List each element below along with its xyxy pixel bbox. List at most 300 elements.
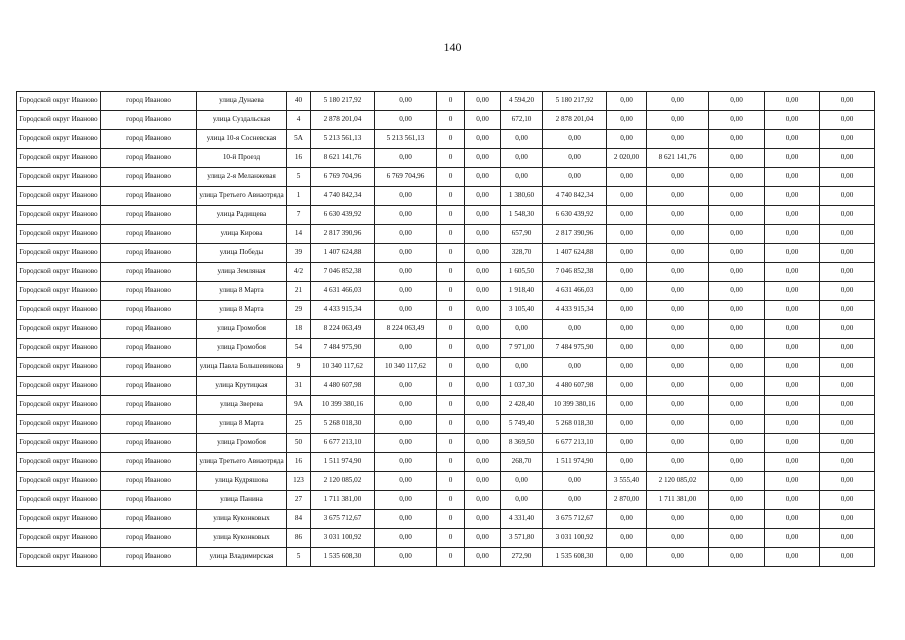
cost-col-13-cell: 0,00 <box>709 339 765 358</box>
settlement-cell: город Иваново <box>101 187 197 206</box>
table-row <box>17 529 875 548</box>
area-cell: 0,00 <box>501 168 543 187</box>
settlement-cell: город Иваново <box>101 282 197 301</box>
street-cell: улица Панина <box>197 491 287 510</box>
cost-col-8-cell: 0,00 <box>465 187 501 206</box>
cost-col-13-cell: 0,00 <box>709 358 765 377</box>
cost-col-13-cell: 0,00 <box>709 491 765 510</box>
cost-col-8-cell: 0,00 <box>465 339 501 358</box>
area-col-11-cell: 0,00 <box>607 206 647 225</box>
area-cell: 4 331,40 <box>501 510 543 529</box>
cost-col-14-cell: 0,00 <box>765 282 820 301</box>
table-row <box>17 206 875 225</box>
cost-col-8-cell: 0,00 <box>465 472 501 491</box>
cost-col-10-cell: 7 484 975,90 <box>543 339 607 358</box>
cost-col-8-cell: 0,00 <box>465 377 501 396</box>
cost-col-13-cell: 0,00 <box>709 434 765 453</box>
table-row <box>17 225 875 244</box>
municipality-cell: Городской округ Иваново <box>17 301 101 320</box>
municipality-cell: Городской округ Иваново <box>17 320 101 339</box>
municipality-cell: Городской округ Иваново <box>17 377 101 396</box>
cost-col-12-cell: 0,00 <box>647 415 709 434</box>
area-col-11-cell: 0,00 <box>607 396 647 415</box>
cost-col-12-cell: 0,00 <box>647 130 709 149</box>
cost-col-14-cell: 0,00 <box>765 168 820 187</box>
cost-col-15-cell: 0,00 <box>820 358 875 377</box>
count-cell: 0 <box>437 453 465 472</box>
street-cell: улица Земляная <box>197 263 287 282</box>
cost-col-13-cell: 0,00 <box>709 206 765 225</box>
table-row <box>17 472 875 491</box>
cost-col-6-cell: 0,00 <box>375 282 437 301</box>
area-col-11-cell: 0,00 <box>607 301 647 320</box>
house-number-cell: 40 <box>287 92 311 111</box>
cost-col-13-cell: 0,00 <box>709 396 765 415</box>
cost-col-14-cell: 0,00 <box>765 301 820 320</box>
cost-col-12-cell: 1 711 381,00 <box>647 491 709 510</box>
table-row <box>17 548 875 567</box>
cost-col-10-cell: 1 535 608,30 <box>543 548 607 567</box>
cost-col-15-cell: 0,00 <box>820 301 875 320</box>
cost-col-8-cell: 0,00 <box>465 510 501 529</box>
cost-col-12-cell: 0,00 <box>647 339 709 358</box>
area-col-11-cell: 0,00 <box>607 168 647 187</box>
table-row <box>17 130 875 149</box>
count-cell: 0 <box>437 244 465 263</box>
area-cell: 0,00 <box>501 491 543 510</box>
cost-col-12-cell: 0,00 <box>647 92 709 111</box>
street-cell: улица 2-я Меланжевая <box>197 168 287 187</box>
municipality-cell: Городской округ Иваново <box>17 168 101 187</box>
table-body <box>17 92 875 567</box>
total-cost-cell: 2 120 085,02 <box>311 472 375 491</box>
house-number-cell: 84 <box>287 510 311 529</box>
area-col-11-cell: 0,00 <box>607 339 647 358</box>
cost-col-14-cell: 0,00 <box>765 434 820 453</box>
municipality-cell: Городской округ Иваново <box>17 491 101 510</box>
table-row <box>17 111 875 130</box>
cost-col-15-cell: 0,00 <box>820 434 875 453</box>
total-cost-cell: 6 630 439,92 <box>311 206 375 225</box>
municipality-cell: Городской округ Иваново <box>17 339 101 358</box>
settlement-cell: город Иваново <box>101 244 197 263</box>
count-cell: 0 <box>437 111 465 130</box>
cost-col-13-cell: 0,00 <box>709 92 765 111</box>
municipality-cell: Городской округ Иваново <box>17 529 101 548</box>
street-cell: улица Суздальская <box>197 111 287 130</box>
municipality-cell: Городской округ Иваново <box>17 263 101 282</box>
cost-col-13-cell: 0,00 <box>709 472 765 491</box>
cost-col-13-cell: 0,00 <box>709 225 765 244</box>
area-cell: 268,70 <box>501 453 543 472</box>
municipality-cell: Городской округ Иваново <box>17 225 101 244</box>
settlement-cell: город Иваново <box>101 339 197 358</box>
cost-col-8-cell: 0,00 <box>465 301 501 320</box>
cost-col-10-cell: 5 268 018,30 <box>543 415 607 434</box>
cost-col-14-cell: 0,00 <box>765 529 820 548</box>
cost-col-6-cell: 0,00 <box>375 301 437 320</box>
cost-col-14-cell: 0,00 <box>765 510 820 529</box>
municipality-cell: Городской округ Иваново <box>17 510 101 529</box>
street-cell: улица Кирова <box>197 225 287 244</box>
cost-col-10-cell: 0,00 <box>543 491 607 510</box>
total-cost-cell: 4 631 466,03 <box>311 282 375 301</box>
cost-col-15-cell: 0,00 <box>820 396 875 415</box>
area-cell: 0,00 <box>501 358 543 377</box>
cost-col-14-cell: 0,00 <box>765 472 820 491</box>
cost-col-6-cell: 0,00 <box>375 92 437 111</box>
cost-col-15-cell: 0,00 <box>820 453 875 472</box>
cost-col-8-cell: 0,00 <box>465 529 501 548</box>
house-number-cell: 9А <box>287 396 311 415</box>
area-cell: 1 918,40 <box>501 282 543 301</box>
area-cell: 7 971,00 <box>501 339 543 358</box>
cost-col-6-cell: 0,00 <box>375 187 437 206</box>
cost-col-6-cell: 0,00 <box>375 434 437 453</box>
area-cell: 0,00 <box>501 320 543 339</box>
count-cell: 0 <box>437 282 465 301</box>
house-number-cell: 25 <box>287 415 311 434</box>
municipality-cell: Городской округ Иваново <box>17 130 101 149</box>
settlement-cell: город Иваново <box>101 92 197 111</box>
cost-col-6-cell: 0,00 <box>375 491 437 510</box>
total-cost-cell: 10 340 117,62 <box>311 358 375 377</box>
cost-col-15-cell: 0,00 <box>820 244 875 263</box>
area-cell: 2 428,40 <box>501 396 543 415</box>
cost-col-12-cell: 0,00 <box>647 263 709 282</box>
settlement-cell: город Иваново <box>101 453 197 472</box>
total-cost-cell: 1 711 381,00 <box>311 491 375 510</box>
street-cell: улица Зверева <box>197 396 287 415</box>
settlement-cell: город Иваново <box>101 472 197 491</box>
total-cost-cell: 5 268 018,30 <box>311 415 375 434</box>
cost-col-6-cell: 0,00 <box>375 396 437 415</box>
cost-col-10-cell: 7 046 852,38 <box>543 263 607 282</box>
cost-col-6-cell: 0,00 <box>375 206 437 225</box>
total-cost-cell: 6 769 704,96 <box>311 168 375 187</box>
table-row <box>17 320 875 339</box>
house-number-cell: 54 <box>287 339 311 358</box>
cost-col-12-cell: 0,00 <box>647 187 709 206</box>
cost-col-8-cell: 0,00 <box>465 92 501 111</box>
cost-col-12-cell: 0,00 <box>647 301 709 320</box>
municipality-cell: Городской округ Иваново <box>17 396 101 415</box>
settlement-cell: город Иваново <box>101 434 197 453</box>
municipality-cell: Городской округ Иваново <box>17 187 101 206</box>
street-cell: улица 10-я Сосневская <box>197 130 287 149</box>
cost-col-8-cell: 0,00 <box>465 149 501 168</box>
area-col-11-cell: 0,00 <box>607 415 647 434</box>
count-cell: 0 <box>437 92 465 111</box>
house-number-cell: 9 <box>287 358 311 377</box>
area-col-11-cell: 0,00 <box>607 92 647 111</box>
municipality-cell: Городской округ Иваново <box>17 282 101 301</box>
cost-col-12-cell: 8 621 141,76 <box>647 149 709 168</box>
cost-col-13-cell: 0,00 <box>709 529 765 548</box>
cost-col-13-cell: 0,00 <box>709 263 765 282</box>
street-cell: улица Павла Большевикова <box>197 358 287 377</box>
table-row <box>17 149 875 168</box>
count-cell: 0 <box>437 206 465 225</box>
cost-col-13-cell: 0,00 <box>709 130 765 149</box>
settlement-cell: город Иваново <box>101 377 197 396</box>
cost-col-10-cell: 0,00 <box>543 320 607 339</box>
cost-col-10-cell: 6 677 213,10 <box>543 434 607 453</box>
cost-col-6-cell: 0,00 <box>375 244 437 263</box>
table-row <box>17 358 875 377</box>
table-row <box>17 187 875 206</box>
cost-col-15-cell: 0,00 <box>820 282 875 301</box>
cost-col-15-cell: 0,00 <box>820 548 875 567</box>
house-number-cell: 18 <box>287 320 311 339</box>
cost-col-13-cell: 0,00 <box>709 282 765 301</box>
total-cost-cell: 7 484 975,90 <box>311 339 375 358</box>
cost-col-10-cell: 4 480 607,98 <box>543 377 607 396</box>
cost-col-10-cell: 4 433 915,34 <box>543 301 607 320</box>
area-col-11-cell: 0,00 <box>607 263 647 282</box>
area-cell: 272,90 <box>501 548 543 567</box>
cost-col-6-cell: 5 213 561,13 <box>375 130 437 149</box>
settlement-cell: город Иваново <box>101 529 197 548</box>
area-cell: 0,00 <box>501 130 543 149</box>
cost-col-8-cell: 0,00 <box>465 434 501 453</box>
cost-col-13-cell: 0,00 <box>709 377 765 396</box>
cost-col-6-cell: 0,00 <box>375 529 437 548</box>
cost-col-15-cell: 0,00 <box>820 149 875 168</box>
table-row <box>17 244 875 263</box>
cost-col-14-cell: 0,00 <box>765 548 820 567</box>
settlement-cell: город Иваново <box>101 358 197 377</box>
cost-col-12-cell: 0,00 <box>647 225 709 244</box>
area-col-11-cell: 0,00 <box>607 510 647 529</box>
cost-col-12-cell: 0,00 <box>647 168 709 187</box>
cost-col-12-cell: 0,00 <box>647 320 709 339</box>
cost-col-15-cell: 0,00 <box>820 168 875 187</box>
cost-col-12-cell: 0,00 <box>647 529 709 548</box>
cost-col-8-cell: 0,00 <box>465 111 501 130</box>
cost-col-14-cell: 0,00 <box>765 339 820 358</box>
cost-col-14-cell: 0,00 <box>765 130 820 149</box>
cost-col-14-cell: 0,00 <box>765 111 820 130</box>
cost-col-8-cell: 0,00 <box>465 263 501 282</box>
table-row <box>17 491 875 510</box>
area-col-11-cell: 0,00 <box>607 453 647 472</box>
cost-col-12-cell: 0,00 <box>647 244 709 263</box>
cost-col-10-cell: 2 878 201,04 <box>543 111 607 130</box>
cost-col-8-cell: 0,00 <box>465 244 501 263</box>
area-cell: 8 369,50 <box>501 434 543 453</box>
area-cell: 3 105,40 <box>501 301 543 320</box>
count-cell: 0 <box>437 396 465 415</box>
street-cell: улица Кудряшова <box>197 472 287 491</box>
cost-col-12-cell: 0,00 <box>647 434 709 453</box>
settlement-cell: город Иваново <box>101 168 197 187</box>
cost-col-10-cell: 4 631 466,03 <box>543 282 607 301</box>
area-col-11-cell: 0,00 <box>607 111 647 130</box>
cost-col-13-cell: 0,00 <box>709 168 765 187</box>
total-cost-cell: 3 031 100,92 <box>311 529 375 548</box>
table-row <box>17 453 875 472</box>
table-row <box>17 339 875 358</box>
house-number-cell: 21 <box>287 282 311 301</box>
cost-col-12-cell: 0,00 <box>647 377 709 396</box>
street-cell: улица Громобоя <box>197 320 287 339</box>
count-cell: 0 <box>437 510 465 529</box>
area-cell: 328,70 <box>501 244 543 263</box>
cost-col-10-cell: 0,00 <box>543 472 607 491</box>
settlement-cell: город Иваново <box>101 396 197 415</box>
street-cell: улица Громобоя <box>197 434 287 453</box>
cost-col-13-cell: 0,00 <box>709 510 765 529</box>
count-cell: 0 <box>437 491 465 510</box>
area-cell: 3 571,80 <box>501 529 543 548</box>
table-row <box>17 92 875 111</box>
cost-col-14-cell: 0,00 <box>765 415 820 434</box>
street-cell: 10-й Проезд <box>197 149 287 168</box>
house-number-cell: 27 <box>287 491 311 510</box>
cost-col-12-cell: 0,00 <box>647 111 709 130</box>
cost-col-15-cell: 0,00 <box>820 339 875 358</box>
cost-col-10-cell: 10 399 380,16 <box>543 396 607 415</box>
address-table <box>16 91 875 567</box>
house-number-cell: 16 <box>287 149 311 168</box>
cost-col-15-cell: 0,00 <box>820 187 875 206</box>
cost-col-6-cell: 0,00 <box>375 377 437 396</box>
count-cell: 0 <box>437 130 465 149</box>
count-cell: 0 <box>437 168 465 187</box>
total-cost-cell: 5 213 561,13 <box>311 130 375 149</box>
total-cost-cell: 4 480 607,98 <box>311 377 375 396</box>
cost-col-14-cell: 0,00 <box>765 263 820 282</box>
cost-col-8-cell: 0,00 <box>465 206 501 225</box>
settlement-cell: город Иваново <box>101 510 197 529</box>
cost-col-6-cell: 0,00 <box>375 263 437 282</box>
cost-col-6-cell: 10 340 117,62 <box>375 358 437 377</box>
street-cell: улица Громобоя <box>197 339 287 358</box>
cost-col-15-cell: 0,00 <box>820 263 875 282</box>
cost-col-12-cell: 0,00 <box>647 548 709 567</box>
municipality-cell: Городской округ Иваново <box>17 111 101 130</box>
cost-col-14-cell: 0,00 <box>765 491 820 510</box>
total-cost-cell: 4 740 842,34 <box>311 187 375 206</box>
cost-col-10-cell: 0,00 <box>543 168 607 187</box>
page-number: 140 <box>443 40 462 54</box>
street-cell: улица Владимирская <box>197 548 287 567</box>
house-number-cell: 14 <box>287 225 311 244</box>
street-cell: улица Дунаева <box>197 92 287 111</box>
cost-col-15-cell: 0,00 <box>820 491 875 510</box>
street-cell: улица Победы <box>197 244 287 263</box>
area-col-11-cell: 3 555,40 <box>607 472 647 491</box>
area-cell: 4 594,20 <box>501 92 543 111</box>
settlement-cell: город Иваново <box>101 130 197 149</box>
cost-col-15-cell: 0,00 <box>820 472 875 491</box>
area-col-11-cell: 0,00 <box>607 434 647 453</box>
cost-col-10-cell: 2 817 390,96 <box>543 225 607 244</box>
total-cost-cell: 6 677 213,10 <box>311 434 375 453</box>
cost-col-6-cell: 0,00 <box>375 548 437 567</box>
cost-col-15-cell: 0,00 <box>820 529 875 548</box>
area-cell: 0,00 <box>501 149 543 168</box>
cost-col-8-cell: 0,00 <box>465 491 501 510</box>
area-col-11-cell: 2 020,00 <box>607 149 647 168</box>
house-number-cell: 5 <box>287 168 311 187</box>
total-cost-cell: 1 535 608,30 <box>311 548 375 567</box>
cost-col-13-cell: 0,00 <box>709 301 765 320</box>
total-cost-cell: 1 511 974,90 <box>311 453 375 472</box>
settlement-cell: город Иваново <box>101 491 197 510</box>
settlement-cell: город Иваново <box>101 263 197 282</box>
municipality-cell: Городской округ Иваново <box>17 453 101 472</box>
count-cell: 0 <box>437 225 465 244</box>
cost-col-15-cell: 0,00 <box>820 415 875 434</box>
cost-col-13-cell: 0,00 <box>709 187 765 206</box>
area-cell: 672,10 <box>501 111 543 130</box>
house-number-cell: 29 <box>287 301 311 320</box>
cost-col-14-cell: 0,00 <box>765 225 820 244</box>
settlement-cell: город Иваново <box>101 225 197 244</box>
cost-col-13-cell: 0,00 <box>709 548 765 567</box>
cost-col-8-cell: 0,00 <box>465 168 501 187</box>
area-col-11-cell: 0,00 <box>607 225 647 244</box>
street-cell: улица Третьего Авиаотряда <box>197 187 287 206</box>
cost-col-8-cell: 0,00 <box>465 396 501 415</box>
municipality-cell: Городской округ Иваново <box>17 206 101 225</box>
municipality-cell: Городской округ Иваново <box>17 149 101 168</box>
count-cell: 0 <box>437 415 465 434</box>
cost-col-14-cell: 0,00 <box>765 149 820 168</box>
street-cell: улица Крутицкая <box>197 377 287 396</box>
cost-col-6-cell: 0,00 <box>375 415 437 434</box>
cost-col-13-cell: 0,00 <box>709 149 765 168</box>
cost-col-6-cell: 0,00 <box>375 339 437 358</box>
total-cost-cell: 4 433 915,34 <box>311 301 375 320</box>
settlement-cell: город Иваново <box>101 111 197 130</box>
cost-col-12-cell: 0,00 <box>647 358 709 377</box>
cost-col-13-cell: 0,00 <box>709 244 765 263</box>
cost-col-13-cell: 0,00 <box>709 111 765 130</box>
cost-col-14-cell: 0,00 <box>765 358 820 377</box>
cost-col-12-cell: 0,00 <box>647 282 709 301</box>
cost-col-13-cell: 0,00 <box>709 453 765 472</box>
cost-col-14-cell: 0,00 <box>765 377 820 396</box>
settlement-cell: город Иваново <box>101 206 197 225</box>
cost-col-10-cell: 5 180 217,92 <box>543 92 607 111</box>
house-number-cell: 39 <box>287 244 311 263</box>
table-row <box>17 396 875 415</box>
cost-col-6-cell: 0,00 <box>375 453 437 472</box>
area-col-11-cell: 0,00 <box>607 244 647 263</box>
cost-col-15-cell: 0,00 <box>820 206 875 225</box>
cost-col-8-cell: 0,00 <box>465 415 501 434</box>
cost-col-10-cell: 0,00 <box>543 130 607 149</box>
area-col-11-cell: 0,00 <box>607 377 647 396</box>
cost-col-8-cell: 0,00 <box>465 358 501 377</box>
cost-col-10-cell: 1 407 624,88 <box>543 244 607 263</box>
count-cell: 0 <box>437 358 465 377</box>
count-cell: 0 <box>437 263 465 282</box>
count-cell: 0 <box>437 339 465 358</box>
count-cell: 0 <box>437 548 465 567</box>
house-number-cell: 5 <box>287 548 311 567</box>
municipality-cell: Городской округ Иваново <box>17 472 101 491</box>
cost-col-10-cell: 0,00 <box>543 149 607 168</box>
settlement-cell: город Иваново <box>101 149 197 168</box>
count-cell: 0 <box>437 472 465 491</box>
cost-col-6-cell: 0,00 <box>375 510 437 529</box>
settlement-cell: город Иваново <box>101 548 197 567</box>
municipality-cell: Городской округ Иваново <box>17 548 101 567</box>
